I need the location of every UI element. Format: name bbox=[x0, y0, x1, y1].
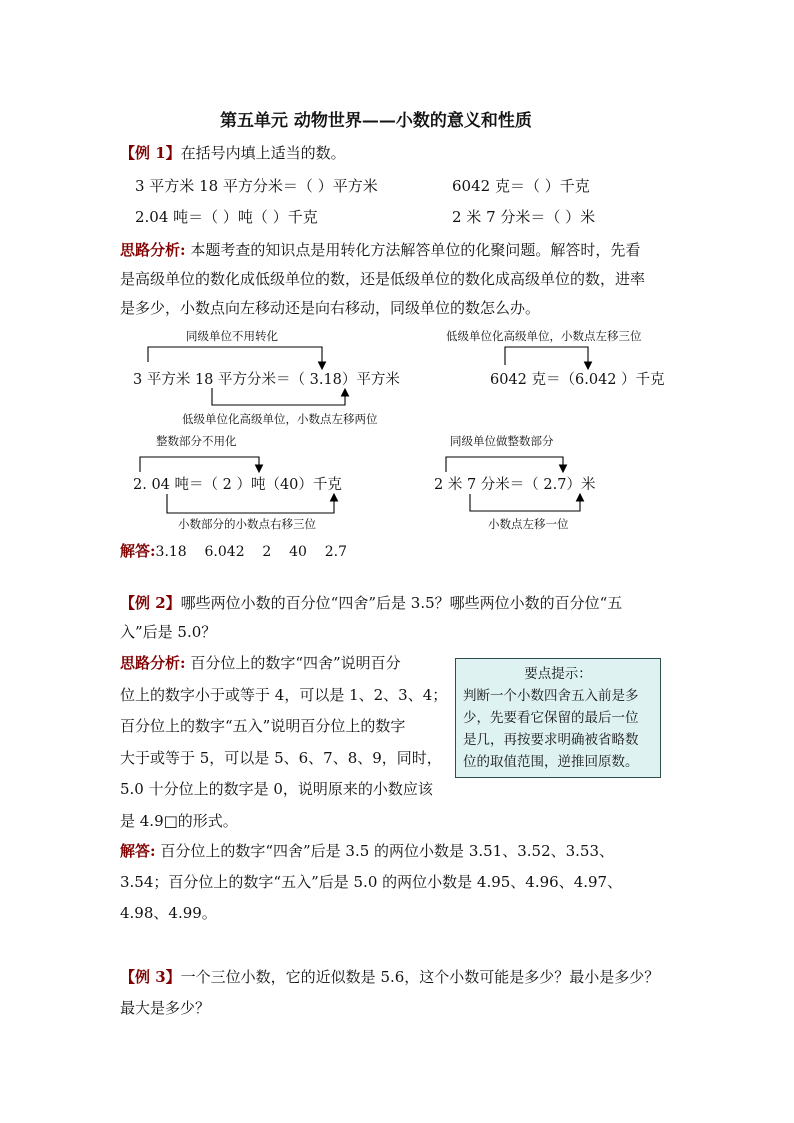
ex1-answer-label: 解答: bbox=[120, 542, 156, 560]
d2-top-arrow bbox=[505, 347, 588, 368]
d1-top-label: 同级单位不用转化 bbox=[186, 329, 278, 343]
example-2-heading bbox=[120, 589, 622, 647]
ex1-item-3: 2.04 吨＝（ ）吨（ ）千克 bbox=[135, 208, 318, 226]
tip-line-4: 位的取值范围，逆推回原数。 bbox=[463, 754, 639, 770]
d2-top-label: 低级单位化高级单位，小数点左移三位 bbox=[446, 329, 642, 343]
d1-expression: 3 平方米 18 平方分米＝（ 3.18）平方米 bbox=[133, 372, 400, 388]
ex1-item-2: 6042 克＝（ ）千克 bbox=[452, 177, 590, 195]
tip-line-3: 是几，再按要求明确被省略数 bbox=[463, 732, 639, 748]
ex2-analysis-line-2: 位上的数字小于或等于 4，可以是 1、2、3、4； bbox=[120, 685, 448, 704]
d1-top-arrow bbox=[148, 347, 322, 368]
example-1-tag: 【例 1】 bbox=[120, 144, 181, 162]
tip-title: 要点提示： bbox=[524, 666, 592, 682]
d1-bottom-arrow bbox=[212, 388, 345, 405]
ex1-analysis-line-3: 是多少，小数点向左移动还是向右移动，同级单位的数怎么办。 bbox=[120, 299, 541, 317]
d3-top-arrow bbox=[140, 457, 259, 472]
ex2-answer-line-2: 3.54；百分位上的数字“五入”后是 5.0 的两位小数是 4.95、4.96、4.97、 bbox=[120, 873, 623, 891]
example-2-question-line-2: 入”后是 5.0？ bbox=[120, 623, 217, 641]
d3-bottom-arrow bbox=[167, 494, 334, 513]
d4-top-label: 同级单位做整数部分 bbox=[450, 434, 554, 448]
ex1-analysis-line-2: 是高级单位的数化成低级单位的数，还是低级单位的数化成高级单位的数，进率 bbox=[120, 270, 646, 288]
d2-expression: 6042 克＝（6.042 ）千克 bbox=[490, 372, 665, 388]
ex1-item-4: 2 米 7 分米＝（ ）米 bbox=[452, 208, 596, 226]
ex2-analysis-line-4: 大于或等于 5，可以是 5、6、7、8、9，同时， bbox=[120, 748, 442, 767]
ex2-analysis-line-1: 百分位上的数字“四舍”说明百分 bbox=[185, 654, 401, 672]
ex2-analysis bbox=[120, 648, 447, 837]
ex2-analysis-line-6: 是 4.9□的形式。 bbox=[120, 811, 238, 830]
example-3-heading bbox=[120, 962, 659, 1024]
ex1-answer-values: 3.18 6.042 2 40 2.7 bbox=[155, 544, 347, 560]
ex2-answer-line-1: 百分位上的数字“四舍”后是 3.5 的两位小数是 3.51、3.52、3.53、 bbox=[155, 842, 615, 860]
example-1-question: 在括号内填上适当的数。 bbox=[180, 144, 346, 162]
ex2-answer-label: 解答: bbox=[120, 842, 156, 860]
example-2-tag: 【例 2】 bbox=[120, 594, 181, 612]
d4-expression: 2 米 7 分米＝（ 2.7）米 bbox=[434, 477, 596, 493]
example-3-question-line-2: 最大是多少？ bbox=[120, 999, 211, 1017]
tip-box bbox=[455, 658, 661, 778]
d3-top-label: 整数部分不用化 bbox=[156, 434, 237, 448]
d3-bottom-label: 小数部分的小数点右移三位 bbox=[178, 517, 316, 531]
ex1-item-1: 3 平方米 18 平方分米＝（ ）平方米 bbox=[135, 177, 378, 195]
ex1-answer bbox=[120, 540, 347, 561]
ex2-analysis-line-3: 百分位上的数字“五入”说明百分位上的数字 bbox=[120, 717, 406, 735]
d4-bottom-label: 小数点左移一位 bbox=[488, 517, 569, 531]
ex2-answer bbox=[120, 836, 622, 929]
tip-line-2: 少，先要看它保留的最后一位 bbox=[463, 710, 639, 726]
example-2-question-line-1: 哪些两位小数的百分位“四舍”后是 3.5？哪些两位小数的百分位“五 bbox=[180, 594, 623, 612]
ex2-analysis-line-5: 5.0 十分位上的数字是 0，说明原来的小数应该 bbox=[120, 780, 433, 798]
ex2-answer-line-3: 4.98、4.99。 bbox=[120, 904, 217, 922]
d4-bottom-arrow bbox=[470, 494, 580, 511]
page-title: 第五单元 动物世界——小数的意义和性质 bbox=[220, 111, 532, 131]
example-3-question-line-1: 一个三位小数，它的近似数是 5.6，这个小数可能是多少？最小是多少？ bbox=[180, 968, 660, 986]
example-3-tag: 【例 3】 bbox=[120, 968, 181, 986]
ex2-analysis-label: 思路分析: bbox=[120, 654, 186, 672]
tip-line-1: 判断一个小数四舍五入前是多 bbox=[463, 688, 639, 704]
d1-bottom-label: 低级单位化高级单位，小数点左移两位 bbox=[182, 412, 378, 426]
ex1-analysis-line-1: 本题考查的知识点是用转化方法解答单位的化聚问题。解答时，先看 bbox=[185, 241, 641, 259]
ex1-analysis-label: 思路分析: bbox=[120, 241, 186, 259]
d4-top-arrow bbox=[446, 457, 563, 472]
d3-expression: 2. 04 吨＝（ 2 ）吨（40）千克 bbox=[133, 477, 342, 493]
